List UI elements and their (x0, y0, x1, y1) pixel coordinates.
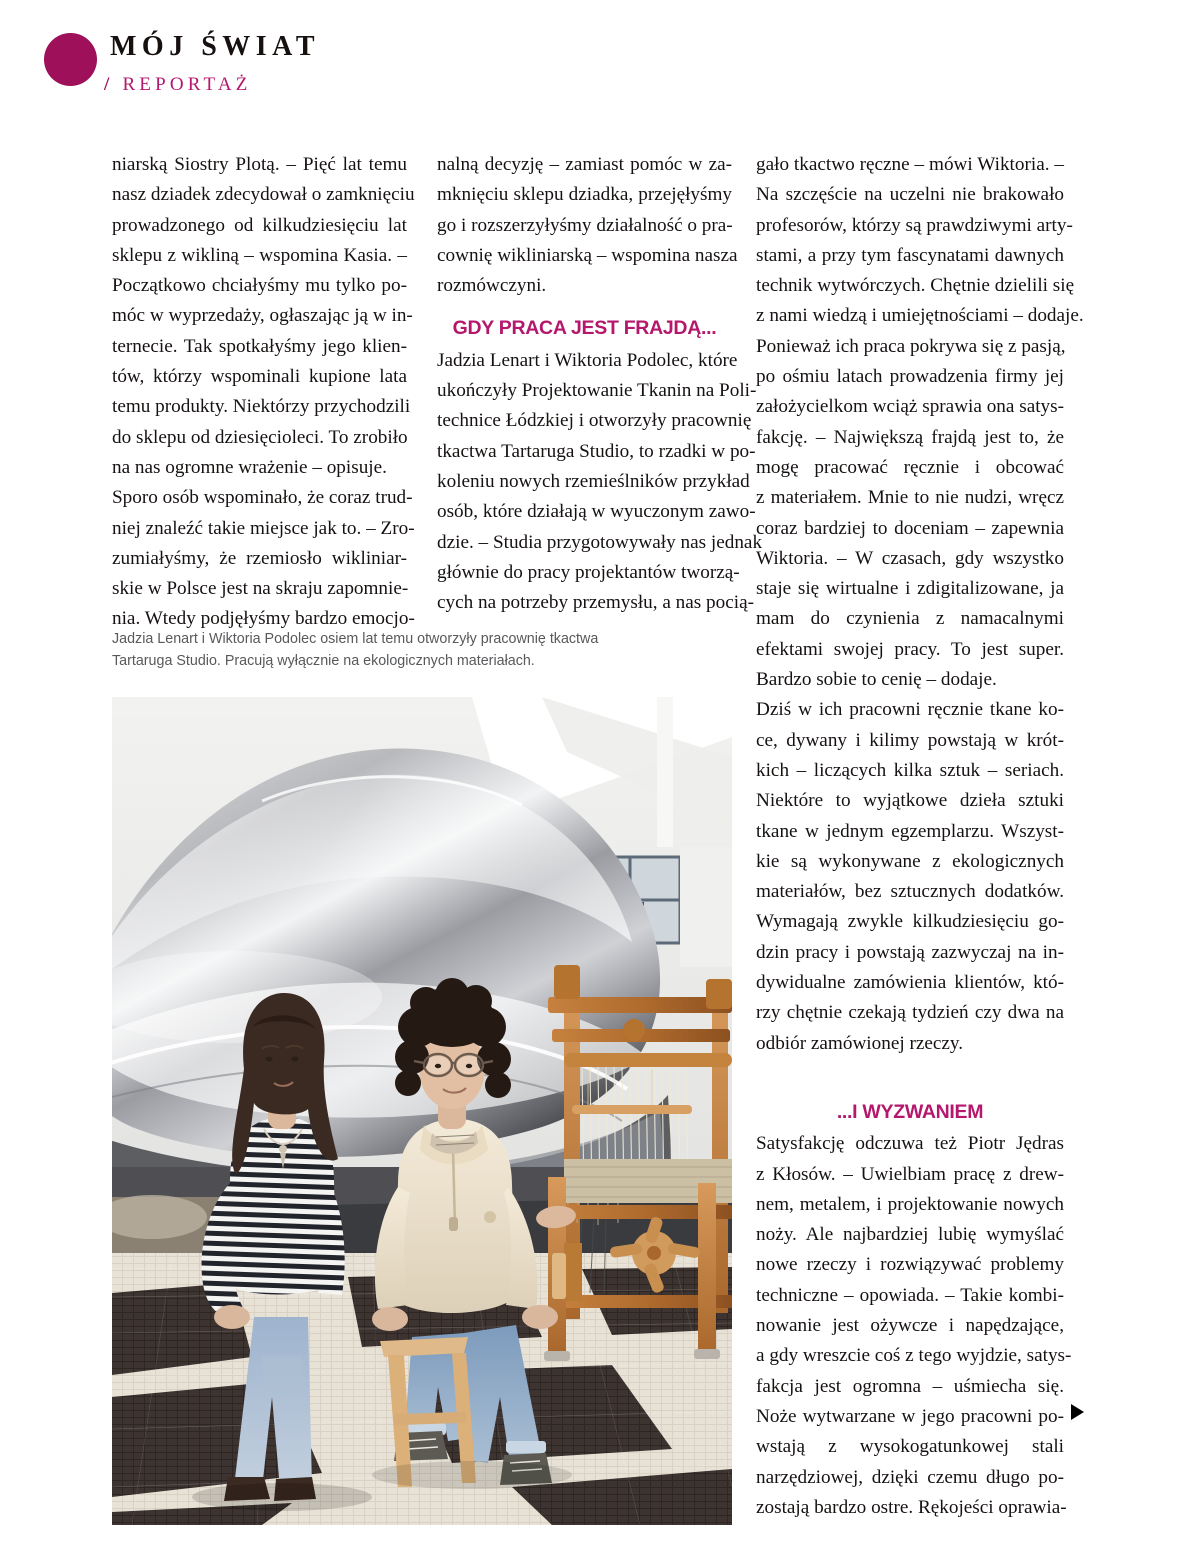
section-heading-wyzwanie: ...I WYZWANIEM (836, 1100, 984, 1123)
caption-line-2: Tartaruga Studio. Pracują wyłącznie na ekologicznych materiałach. (112, 653, 535, 669)
text-line: tów, którzy wspominali kupione lata (112, 366, 407, 388)
text-line: go i rozszerzyłyśmy działalność o pra- (437, 214, 733, 236)
text-line: mogę pracować ręcznie i obcować (756, 456, 1064, 478)
text-line: noży. Ale najbardziej lubię wymyślać (756, 1224, 1064, 1246)
text-line: Noże wytwarzane w jego pracowni po- (756, 1405, 1064, 1427)
text-line: ternecie. Tak spotkałyśmy jego klien- (112, 335, 407, 357)
text-line: techniczne – opowiada. – Takie kombi- (756, 1284, 1064, 1306)
text-line: fakcję. – Największą frajdą jest to, że (756, 426, 1064, 448)
text-line: Bardzo sobie to cenię – dodaje. (756, 669, 997, 691)
text-line: profesorów, którzy są prawdziwymi arty- (756, 214, 1073, 236)
text-line: a gdy wreszcie coś z tego wyjdzie, satys- (756, 1345, 1072, 1367)
text-line: rozmówczyni. (437, 275, 547, 297)
text-line: odbiór zamówionej rzeczy. (756, 1032, 964, 1054)
paragraph-col3-tail (756, 1129, 1072, 1523)
text-line: nasz dziadek zdecydował o zamknięciu (112, 184, 415, 206)
text-line: prowadzonego od kilkudziesięciu lat (112, 214, 407, 236)
text-line: osób, które działają w wyuczonym zawo- (437, 501, 756, 523)
paragraph-col3-body (756, 150, 1084, 1059)
text-line: na nas ogromne wrażenie – opisuje. (112, 456, 387, 478)
text-line: Niektóre to wyjątkowe dzieła sztuki (756, 790, 1064, 812)
text-column-2 (437, 150, 763, 619)
text-line: nalną decyzję – zamiast pomóc w za- (437, 154, 732, 175)
breadcrumb-section: REPORTAŻ (122, 74, 252, 95)
text-line: nowanie jest ożywcze i napędzające, (756, 1315, 1064, 1337)
caption-line-1: Jadzia Lenart i Wiktoria Podolec osiem lat temu otworzyły pracownię tkactwa (112, 631, 599, 647)
text-line: nia. Wtedy podjęłyśmy bardzo emocjo- (112, 608, 415, 630)
text-line: tkane w jednym egzemplarzu. Wszyst- (756, 820, 1064, 842)
text-line: nowe rzeczy i rozwiązywać problemy (756, 1254, 1064, 1276)
article-photo (112, 697, 732, 1525)
text-line: rzy chętnie czekają tydzień czy dwa na (756, 1002, 1064, 1024)
text-line: nem, metalem, i projektowanie nowych (756, 1193, 1064, 1215)
text-line: mknięciu sklepu dziadka, przejęłyśmy (437, 184, 732, 206)
text-line: koleniu nowych rzemieślników przykład (437, 471, 750, 493)
text-line: stami, a przy tym fascynatami dawnych (756, 244, 1064, 266)
text-line: z nami wiedzą i umiejętnościami – dodaje. (756, 305, 1084, 327)
text-line: niej znaleźć takie miejsce jak to. – Zro- (112, 517, 415, 539)
text-line: fakcja jest ogromna – uśmiecha się. (756, 1375, 1064, 1397)
text-line: zumiałyśmy, że rzemiosło wikliniar- (112, 547, 407, 569)
text-line: tkactwa Tartaruga Studio, to rzadki w po- (437, 440, 756, 462)
text-line: dzie. – Studia przygotowywały nas jednak (437, 531, 763, 553)
text-line: technice Łódzkiej i otworzyły pracownię (437, 410, 752, 432)
brand-dot-icon (44, 33, 97, 86)
text-line: Dziś w ich pracowni ręcznie tkane ko- (756, 699, 1064, 721)
photo-caption (112, 628, 712, 672)
text-line: Początkowo chciałyśmy mu tylko po- (112, 275, 407, 297)
text-line: efektami swojej pracy. To jest super. (756, 638, 1064, 660)
text-line: dzin pracy i powstają zazwyczaj na in- (756, 941, 1064, 963)
text-line: do sklepu od dziesięcioleci. To zrobiło (112, 426, 408, 448)
text-line: Sporo osób wspominało, że coraz trud- (112, 487, 413, 509)
text-line: materiałów, bez sztucznych dodatków. (756, 881, 1064, 903)
text-line: Wymagają zwykle kilkudziesięciu go- (756, 911, 1064, 933)
text-line: założycielkom wciąż sprawia ona satys- (756, 396, 1064, 418)
text-line: mam do czynienia z namacalnymi (756, 608, 1064, 630)
text-line: Na szczęście na uczelni nie brakowało (756, 184, 1064, 206)
paragraph-col2-body (437, 346, 763, 619)
text-line: móc w wyprzedaży, ogłaszając ją w in- (112, 305, 413, 327)
text-line: zostają bardzo ostre. Rękojeści oprawia- (756, 1496, 1067, 1518)
triangle-right-icon[interactable] (1071, 1404, 1084, 1420)
text-line: temu produkty. Niektórzy przychodzili (112, 396, 411, 418)
text-line: kich – liczących kilka sztuk – seriach. (756, 759, 1064, 781)
text-line: staje się wirtualne i zdigitalizowane, ja (756, 578, 1064, 600)
text-line: dywidualne zamówienia klientów, któ- (756, 972, 1064, 994)
text-line: po ośmiu latach prowadzenia firmy jej (756, 366, 1064, 388)
text-line: Ponieważ ich praca pokrywa się z pasją, (756, 335, 1066, 357)
text-line: Jadzia Lenart i Wiktoria Podolec, które (437, 349, 738, 371)
text-line: cownię wikliniarską – wspomina nasza (437, 244, 738, 266)
breadcrumb-slash: / (104, 74, 114, 95)
text-line: narzędziowej, dzięki czemu długo po- (756, 1466, 1064, 1488)
paragraph-col1 (112, 150, 415, 635)
text-line: kie są wykonywane z ekologicznych (756, 850, 1064, 872)
breadcrumb (104, 75, 252, 94)
text-line: ukończyły Projektowanie Tkanin na Poli- (437, 380, 757, 402)
text-line: ce, dywany i kilimy powstają w krót- (756, 729, 1064, 751)
text-line: technik wytwórczych. Chętnie dzielili się (756, 275, 1075, 297)
section-heading-praca-frajda: GDY PRACA JEST FRAJDĄ... (452, 317, 717, 340)
photo-illustration (112, 697, 732, 1525)
text-column-1 (112, 150, 415, 635)
text-line: głównie do pracy projektantów tworzą- (437, 561, 740, 583)
paragraph-col2-intro (437, 150, 738, 301)
text-line: Satysfakcję odczuwa też Piotr Jędras (756, 1133, 1064, 1155)
text-line: cych na potrzeby przemysłu, a nas pocią- (437, 592, 754, 614)
text-line: skie w Polsce jest na skraju zapomnie- (112, 578, 409, 600)
text-line: Wiktoria. – W czasach, gdy wszystko (756, 547, 1064, 569)
text-line: z materiałem. Mnie to nie nudzi, wręcz (756, 487, 1064, 509)
text-line: z Kłosów. – Uwielbiam pracę z drew- (756, 1163, 1064, 1185)
text-column-3 (756, 150, 1084, 1523)
text-line: sklepu z wikliną – wspomina Kasia. – (112, 244, 407, 266)
text-line: gało tkactwo ręczne – mówi Wiktoria. – (756, 154, 1064, 175)
page-title: MÓJ ŚWIAT (110, 31, 320, 62)
text-line: coraz bardziej to doceniam – zapewnia (756, 517, 1064, 539)
text-line: wstają z wysokogatunkowej stali (756, 1436, 1064, 1458)
masthead (0, 0, 1177, 125)
text-line: niarską Siostry Plotą. – Pięć lat temu (112, 154, 407, 175)
